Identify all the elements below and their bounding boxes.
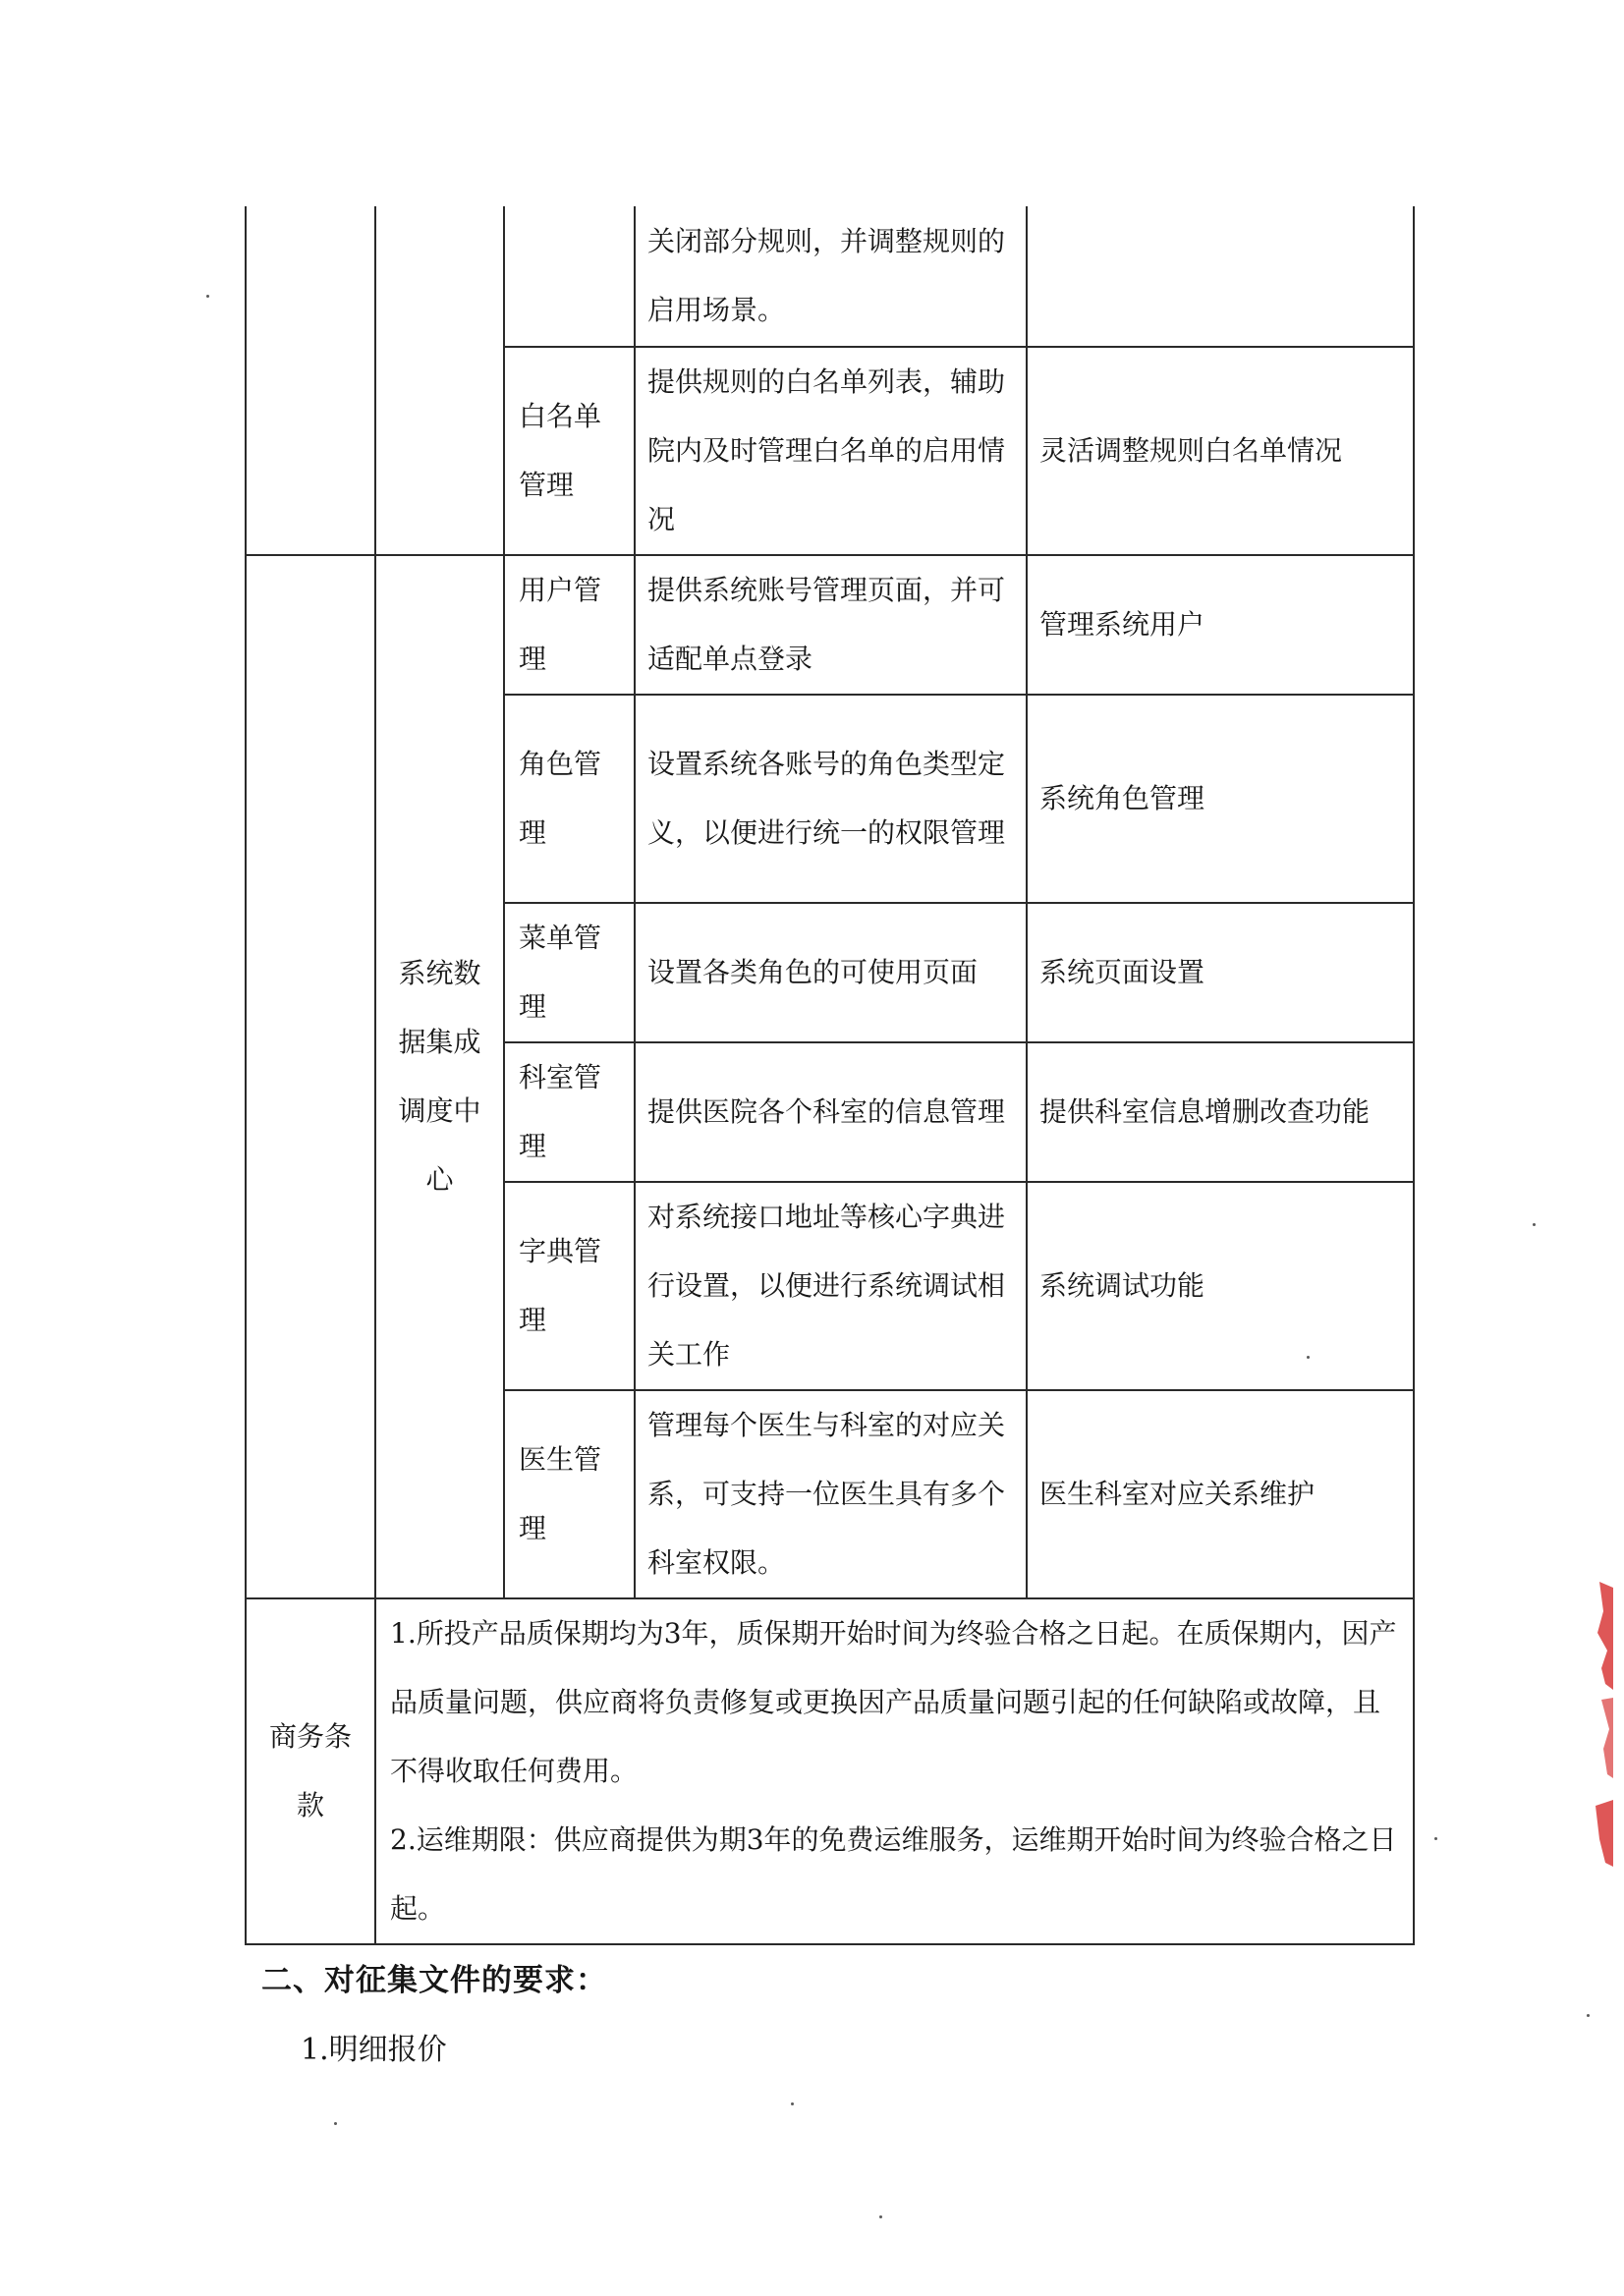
business-terms-content	[375, 1598, 1414, 1944]
purpose-cell: 提供科室信息增删改查功能	[1027, 1042, 1414, 1182]
module-cell	[375, 206, 504, 555]
function-name-cell: 医生管理	[504, 1390, 635, 1598]
function-name-cell: 用户管理	[504, 555, 635, 695]
scan-speck	[791, 2102, 794, 2105]
scan-speck	[1434, 1837, 1437, 1840]
scan-speck	[1587, 2014, 1590, 2017]
function-name-cell: 字典管理	[504, 1182, 635, 1390]
scan-speck	[206, 295, 209, 298]
module-group-label: 系统数据集成调度中心	[375, 555, 504, 1598]
business-terms-label: 商务条款	[246, 1598, 375, 1944]
purpose-cell	[1027, 206, 1414, 347]
category-cell	[246, 555, 375, 1598]
table-row	[246, 1598, 1414, 1944]
red-stamp-fragment	[1582, 1582, 1613, 1876]
purpose-cell: 管理系统用户	[1027, 555, 1414, 695]
function-desc-cell: 提供系统账号管理页面，并可适配单点登录	[635, 555, 1027, 695]
function-desc-cell: 管理每个医生与科室的对应关系，可支持一位医生具有多个科室权限。	[635, 1390, 1027, 1598]
function-name-cell: 菜单管理	[504, 903, 635, 1042]
function-desc-cell: 设置系统各账号的角色类型定义，以便进行统一的权限管理	[635, 695, 1027, 903]
section-heading: 二、对征集文件的要求：	[261, 1963, 607, 1998]
function-name-cell: 角色管理	[504, 695, 635, 903]
scan-speck	[1307, 1356, 1310, 1359]
purpose-cell: 系统角色管理	[1027, 695, 1414, 903]
scan-speck	[1533, 1223, 1536, 1226]
purpose-cell: 灵活调整规则白名单情况	[1027, 347, 1414, 555]
scan-speck	[879, 2215, 882, 2218]
function-name-cell	[504, 206, 635, 347]
scan-speck	[334, 2122, 337, 2125]
requirements-table	[245, 206, 1415, 1945]
sub-item-heading: 1.明细报价	[301, 2033, 447, 2067]
table-row	[246, 555, 1414, 695]
function-name-cell: 白名单管理	[504, 347, 635, 555]
terms-paragraph: 1.所投产品质保期均为3年，质保期开始时间为终验合格之日起。在质保期内，因产品质量问题，供应商将负责修复或更换因产品质量问题引起的任何缺陷或故障，且不得收取任何费用。	[390, 1617, 1397, 1787]
purpose-cell: 系统调试功能	[1027, 1182, 1414, 1390]
function-name-cell: 科室管理	[504, 1042, 635, 1182]
table-row	[246, 206, 1414, 347]
terms-paragraph: 2.运维期限：供应商提供为期3年的免费运维服务，运维期开始时间为终验合格之日起。	[390, 1823, 1397, 1925]
function-desc-cell: 提供医院各个科室的信息管理	[635, 1042, 1027, 1182]
function-desc-cell: 提供规则的白名单列表，辅助院内及时管理白名单的启用情况	[635, 347, 1027, 555]
function-desc-cell: 对系统接口地址等核心字典进行设置，以便进行系统调试相关工作	[635, 1182, 1027, 1390]
purpose-cell: 系统页面设置	[1027, 903, 1414, 1042]
function-desc-cell: 设置各类角色的可使用页面	[635, 903, 1027, 1042]
function-desc-cell: 关闭部分规则，并调整规则的启用场景。	[635, 206, 1027, 347]
category-cell	[246, 206, 375, 555]
purpose-cell: 医生科室对应关系维护	[1027, 1390, 1414, 1598]
